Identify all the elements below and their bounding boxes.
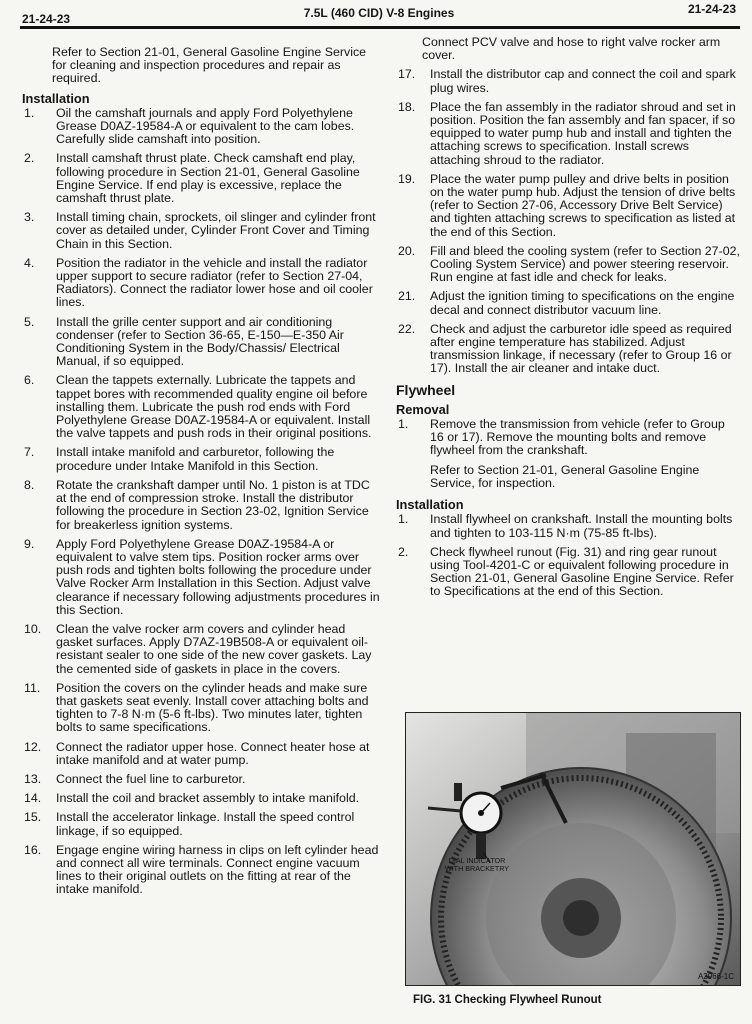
step-text: Connect the fuel line to carburetor. <box>56 771 246 786</box>
step-number: 18. <box>398 99 416 114</box>
page-title: 7.5L (460 CID) V-8 Engines <box>303 6 455 20</box>
dial-indicator-callout: DIAL INDICATOR WITH BRACKETRY <box>444 856 510 873</box>
step-text: Check flywheel runout (Fig. 31) and ring gear runout using Tool-4201-C or equivalent following procedure in Section 21-01, General Gasoline Engine Service. Refer to Specifications at the end of this Section. <box>430 544 734 599</box>
step-number: 1. <box>398 417 409 432</box>
step-text: Place the water pump pulley and drive belts in position on the water pump hub. Adjust the tension of drive belts (refer to Section 27-06, Accessory Drive Belt Service) and tighten attaching screws to specification as listed at the end of this Section. <box>430 171 736 239</box>
step-text: Rotate the crankshaft damper until No. 1 piston is at TDC at the end of compression stroke. Install the distributor following the procedure in Section 23-02, Ignition Service for breakerless ignition systems. <box>56 477 370 532</box>
page-header <box>22 2 736 28</box>
left-column <box>22 36 382 903</box>
step-text: Position the covers on the cylinder heads and make sure that gaskets seat evenly. Install cover attaching bolts and tighten to 7-8 N·m (5-6 ft-lbs). Two minutes later, tighten bolts to same specifications. <box>56 680 369 735</box>
step-number: 5. <box>24 314 35 329</box>
step-number: 22. <box>398 321 416 336</box>
step-item <box>22 479 382 532</box>
step-number: 17. <box>398 67 416 82</box>
right-column <box>396 36 740 605</box>
intro-paragraph: Refer to Section 21-01, General Gasoline Engine Service for cleaning and inspection procedures and repair as required. <box>52 45 367 86</box>
step-text: Install camshaft thrust plate. Check camshaft end play, following procedure in Section 21-01, General Gasoline Engine Service. If end play is excessive, replace the camshaft thrust plate. <box>56 151 360 206</box>
installation-steps-continued <box>396 68 740 375</box>
step-text: Install the grille center support and air conditioning condenser (refer to Section 36-65, E-150—E-350 Air Conditioning System in the Body/Chassis/ Electrical Manual, if so equipped. <box>56 314 344 369</box>
removal-heading: Removal <box>396 401 450 417</box>
step-number: 2. <box>398 544 409 559</box>
continuation-text: Connect PCV valve and hose to right valve rocker arm cover. <box>422 35 721 63</box>
step-item <box>22 741 382 767</box>
step-text: Check and adjust the carburetor idle speed as required after engine temperature has stabilized. Adjust transmission linkage, if necessary (refer to Group 16 or 17). Install the air cleaner and intake duct. <box>430 321 732 376</box>
step-text: Place the fan assembly in the radiator shroud and set in position. Position the fan assembly and fan spacer, if so equipped to water pump hub and install and tighten the attaching screws to specification. Install screws attaching shroud to the radiator. <box>430 99 736 167</box>
flywheel-photo-illustration <box>406 713 740 985</box>
step-text: Install intake manifold and carburetor, following the procedure under Intake Manifold in this Section. <box>56 445 335 473</box>
step-text: Install flywheel on crankshaft. Install the mounting bolts and tighten to 103-115 N·m (75-85 ft-lbs). <box>430 512 733 540</box>
step-item <box>22 682 382 735</box>
step-item <box>396 68 740 94</box>
header-rule <box>20 26 740 29</box>
step-number: 3. <box>24 210 35 225</box>
step-item <box>396 245 740 285</box>
step-number: 20. <box>398 243 416 258</box>
step-number: 1. <box>24 105 35 120</box>
step-item <box>22 538 382 617</box>
step-text: Install the accelerator linkage. Install the speed control linkage, if so equipped. <box>56 810 355 838</box>
step-number: 14. <box>24 791 42 806</box>
step-item <box>396 323 740 376</box>
installation-heading: Installation <box>22 90 90 106</box>
step-item <box>22 792 382 805</box>
step-item <box>396 173 740 239</box>
step-item <box>22 257 382 310</box>
step-text: Install the coil and bracket assembly to intake manifold. <box>56 791 360 806</box>
step-item <box>22 811 382 837</box>
step-number: 2. <box>24 151 35 166</box>
figure-caption: FIG. 31 Checking Flywheel Runout <box>413 994 602 1006</box>
step-item <box>396 513 740 539</box>
step-item <box>22 211 382 251</box>
step-number: 11. <box>24 680 41 695</box>
step-item <box>396 290 740 316</box>
step-text: Adjust the ignition timing to specifications on the engine decal and connect distributor vacuum line. <box>430 289 735 317</box>
step-text: Remove the transmission from vehicle (refer to Group 16 or 17). Remove the mounting bolts and remove flywheel from the crankshaft. <box>430 417 725 458</box>
step-number: 9. <box>24 536 35 551</box>
step-item <box>22 773 382 786</box>
step-text: Clean the tappets externally. Lubricate the tappets and tappet bores with recommended quality engine oil before installing them. Lubricate the push rod ends with Ford Polyethylene Grease D0AZ-19584-A or equivalent. Install the valve tappets and push rods in their original positions. <box>56 373 372 441</box>
page-number-left: 21-24-23 <box>22 12 71 26</box>
step-item <box>22 446 382 472</box>
step-item <box>22 152 382 205</box>
step-number: 13. <box>24 771 42 786</box>
step-number: 10. <box>24 621 42 636</box>
step-text: Fill and bleed the cooling system (refer to Section 27-02, Cooling System Service) and power steering reservoir. Run engine at fast idle and check for leaks. <box>430 243 740 285</box>
step-text: Position the radiator in the vehicle and install the radiator upper support to secure radiator (refer to Section 27-04, Radiators). Connect the radiator lower hose and oil cooler lines. <box>56 255 373 310</box>
flywheel-installation-steps <box>396 513 740 598</box>
step-text: Oil the camshaft journals and apply Ford Polyethylene Grease D0AZ-19584-A or equivalent to the cam lobes. Carefully slide camshaft into position. <box>56 105 355 147</box>
step-number: 16. <box>24 842 42 857</box>
step-text: Engage engine wiring harness in clips on left cylinder head and connect all wire terminals. Connect engine vacuum lines to their original outlets on the fitting at rear of the intake manifold. <box>56 842 379 897</box>
step-text: Connect the radiator upper hose. Connect heater hose at intake manifold and at water pump. <box>56 739 370 767</box>
figure-code: A2966-1C <box>697 972 734 981</box>
removal-steps <box>396 418 740 458</box>
step-text: Install the distributor cap and connect the coil and spark plug wires. <box>430 67 736 95</box>
flywheel-heading: Flywheel <box>396 381 456 398</box>
figure-31 <box>405 712 741 986</box>
step-text: Clean the valve rocker arm covers and cylinder head gasket surfaces. Apply D7AZ-19B508-A or equivalent oil-resistant sealer to one side of the new cover gaskets. Lay the cemented side of gaskets in place in the covers. <box>56 621 372 676</box>
step-item <box>22 316 382 369</box>
step-number: 6. <box>24 373 35 388</box>
step-number: 1. <box>398 512 409 527</box>
step-number: 8. <box>24 477 35 492</box>
step-number: 4. <box>24 255 35 270</box>
step-item <box>396 418 740 458</box>
step-item <box>396 101 740 167</box>
step-text: Install timing chain, sprockets, oil slinger and cylinder front cover as detailed under, Cylinder Front Cover and Timing Chain in this Section. <box>56 210 376 251</box>
step-text: Apply Ford Polyethylene Grease D0AZ-19584-A or equivalent to valve stem tips. Position rocker arms over push rods and tighten bolts following the procedure under Valve Rocker Arm Installation in this Section. Adjust valve clearance if necessary following adjustments procedures in this Section. <box>56 536 380 617</box>
step-item <box>22 844 382 897</box>
step-item <box>22 623 382 676</box>
step-number: 12. <box>24 739 42 754</box>
step-item <box>22 374 382 440</box>
removal-note: Refer to Section 21-01, General Gasoline Engine Service, for inspection. <box>430 462 700 490</box>
page-number-right: 21-24-23 <box>687 2 736 16</box>
step-item <box>396 546 740 599</box>
camshaft-installation-steps <box>22 107 382 897</box>
step-number: 19. <box>398 171 416 186</box>
step-number: 7. <box>24 445 35 460</box>
step-item <box>22 107 382 147</box>
flywheel-installation-heading: Installation <box>396 497 464 513</box>
step-number: 15. <box>24 810 42 825</box>
step-number: 21. <box>398 289 416 304</box>
